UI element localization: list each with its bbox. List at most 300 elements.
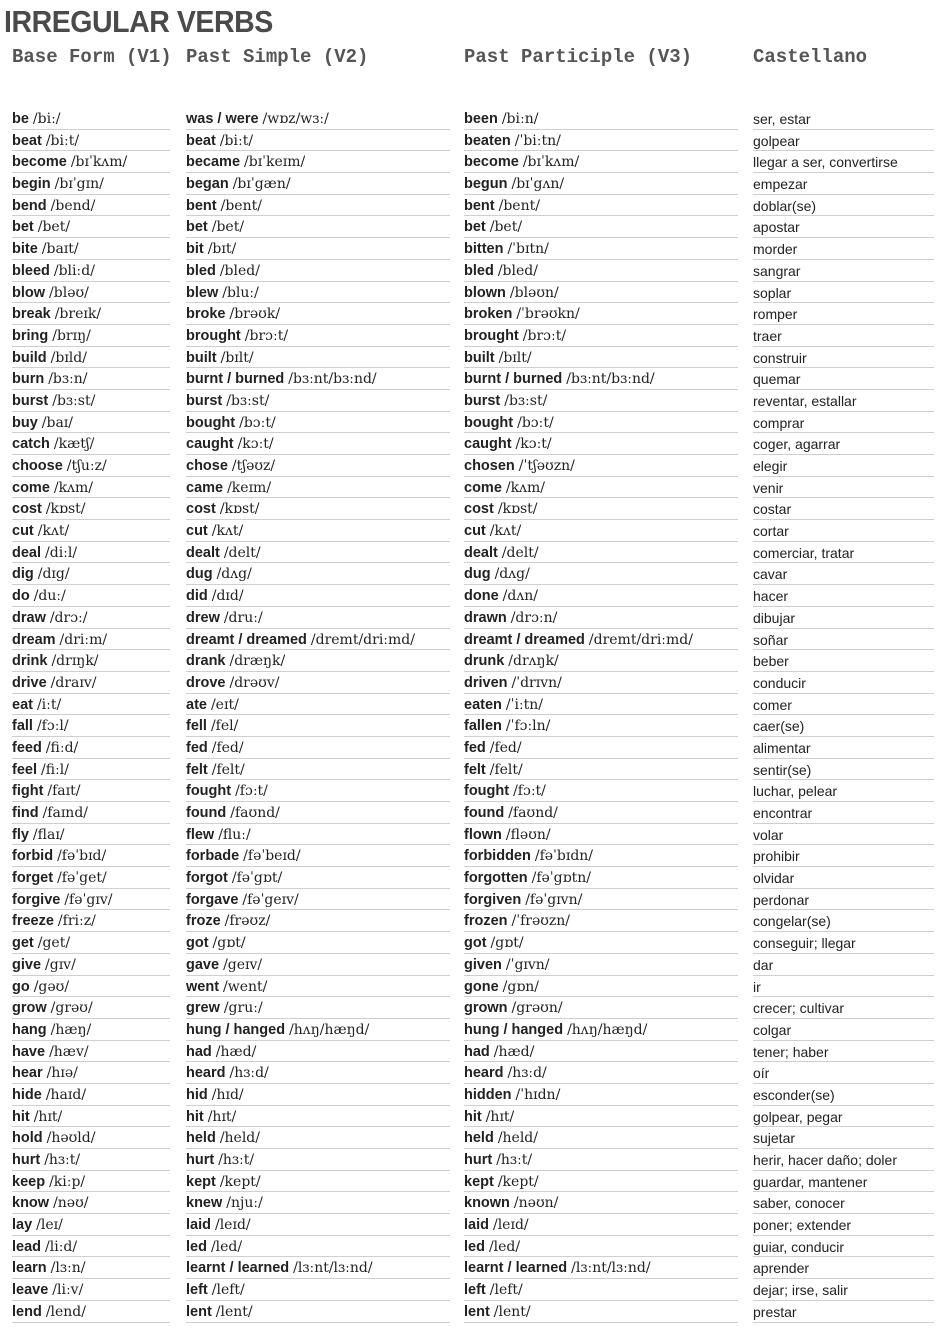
base-form-cell	[12, 303, 170, 325]
past-participle-cell	[464, 477, 738, 499]
past-simple-phonetic: /gɒt/	[212, 935, 246, 952]
castellano-translation: morder	[753, 241, 798, 258]
past-participle-cell	[464, 585, 738, 607]
base-form-phonetic: /kiːp/	[49, 1173, 86, 1190]
base-form-cell	[12, 1171, 170, 1193]
castellano-cell	[753, 151, 934, 173]
past-simple-phonetic: /leɪd/	[214, 1217, 251, 1234]
past-participle-word: grown	[464, 1000, 508, 1017]
castellano-translation: conducir	[753, 674, 806, 691]
past-simple-cell	[186, 976, 450, 998]
table-row	[0, 563, 940, 585]
past-participle-phonetic: /fəˈgɒtn/	[531, 870, 591, 887]
base-form-word: hit	[12, 1108, 30, 1125]
past-participle-phonetic: /fləʊn/	[505, 826, 551, 843]
past-simple-phonetic: /bɪˈgæn/	[232, 176, 291, 193]
past-simple-word: knew	[186, 1195, 223, 1212]
past-participle-phonetic: /kʌm/	[505, 479, 545, 496]
castellano-translation: encontrar	[753, 805, 813, 821]
base-form-word: beat	[12, 132, 42, 149]
past-simple-cell	[186, 542, 450, 564]
base-form-word: break	[12, 306, 51, 323]
past-simple-cell	[186, 737, 450, 759]
castellano-translation: apostar	[753, 219, 800, 236]
base-form-phonetic: /bɪˈgɪn/	[54, 176, 104, 193]
table-row	[0, 1192, 940, 1214]
base-form-phonetic: /lend/	[45, 1303, 86, 1320]
past-simple-word: forgave	[186, 891, 239, 908]
castellano-translation: romper	[753, 306, 798, 323]
past-simple-phonetic: /lent/	[215, 1303, 253, 1320]
past-simple-word: bled	[186, 262, 216, 279]
table-row	[0, 1062, 940, 1084]
base-form-word: eat	[12, 696, 33, 713]
base-form-phonetic: /leɪ/	[36, 1217, 63, 1234]
past-simple-cell	[186, 347, 450, 369]
past-participle-phonetic: /kʌt/	[489, 523, 522, 540]
castellano-translation: beber	[753, 653, 789, 670]
past-participle-cell	[464, 759, 738, 781]
past-simple-word: became	[186, 154, 241, 171]
past-participle-word: forgiven	[464, 891, 522, 908]
castellano-cell	[753, 303, 934, 325]
past-participle-phonetic: /fəˈgɪvn/	[525, 891, 583, 908]
table-row	[0, 607, 940, 629]
past-participle-cell	[464, 1279, 738, 1301]
past-simple-phonetic: /fɔːt/	[235, 783, 268, 800]
base-form-word: lay	[12, 1217, 33, 1234]
castellano-translation: perdonar	[753, 891, 810, 908]
castellano-translation: esconder(se)	[753, 1086, 835, 1103]
base-form-phonetic: /bɪld/	[50, 349, 87, 366]
castellano-translation: poner; extender	[753, 1217, 852, 1234]
castellano-translation: cavar	[753, 566, 788, 583]
past-participle-word: fought	[464, 783, 510, 800]
past-simple-phonetic: /fəˈgɒt/	[231, 870, 283, 887]
base-form-phonetic: /breɪk/	[54, 306, 102, 323]
past-participle-cell	[464, 1236, 738, 1258]
table-row	[0, 759, 940, 781]
past-simple-word: led	[186, 1238, 207, 1255]
past-participle-word: built	[464, 349, 495, 366]
base-form-phonetic: /driːm/	[59, 631, 108, 648]
base-form-word: leave	[12, 1282, 49, 1299]
past-simple-cell	[186, 368, 450, 390]
past-participle-phonetic: /bɜːst/	[504, 392, 548, 409]
table-row	[0, 390, 940, 412]
past-participle-cell	[464, 997, 738, 1019]
past-simple-phonetic: /druː/	[223, 609, 263, 626]
past-participle-cell	[464, 498, 738, 520]
past-simple-cell	[186, 1301, 450, 1323]
base-form-word: feel	[12, 761, 37, 778]
past-simple-phonetic: /biːt/	[219, 132, 254, 149]
table-row	[0, 954, 940, 976]
castellano-cell	[753, 390, 934, 412]
past-participle-cell	[464, 282, 738, 304]
past-simple-cell	[186, 498, 450, 520]
table-row	[0, 347, 940, 369]
base-form-word: hurt	[12, 1152, 41, 1168]
castellano-cell	[753, 759, 934, 781]
base-form-word: build	[12, 349, 47, 366]
past-participle-cell	[464, 368, 738, 390]
past-participle-word: lent	[464, 1303, 490, 1320]
castellano-cell	[753, 997, 934, 1019]
past-simple-cell	[186, 520, 450, 542]
past-simple-word: laid	[186, 1217, 211, 1234]
past-participle-phonetic: /ˈbrəʊkn/	[516, 306, 580, 323]
past-simple-cell	[186, 867, 450, 889]
castellano-cell	[753, 650, 934, 672]
base-form-word: hide	[12, 1086, 42, 1103]
castellano-cell	[753, 282, 934, 304]
past-participle-cell	[464, 108, 738, 130]
castellano-translation: quemar	[753, 371, 801, 388]
past-participle-word: heard	[464, 1065, 504, 1082]
past-simple-cell	[186, 889, 450, 911]
base-form-cell	[12, 347, 170, 369]
base-form-cell	[12, 130, 170, 152]
past-simple-word: drank	[186, 653, 226, 670]
past-participle-cell	[464, 325, 738, 347]
past-participle-word: flown	[464, 826, 502, 843]
past-simple-word: hid	[186, 1086, 208, 1103]
castellano-cell	[753, 607, 934, 629]
past-simple-word: dug	[186, 566, 213, 583]
table-row	[0, 910, 940, 932]
castellano-translation: construir	[753, 349, 807, 366]
base-form-word: drink	[12, 653, 48, 670]
past-simple-cell	[186, 650, 450, 672]
past-simple-phonetic: /keɪm/	[227, 479, 272, 496]
base-form-cell	[12, 910, 170, 932]
past-simple-phonetic: /brəʊk/	[229, 306, 281, 323]
past-participle-word: blown	[464, 284, 506, 301]
past-simple-phonetic: /dɪd/	[211, 588, 244, 605]
base-form-word: lead	[12, 1238, 42, 1255]
base-form-cell	[12, 1084, 170, 1106]
past-simple-cell	[186, 303, 450, 325]
castellano-translation: traer	[753, 327, 782, 344]
castellano-cell	[753, 715, 934, 737]
past-simple-word: did	[186, 588, 208, 605]
past-simple-phonetic: /bɔːt/	[239, 414, 276, 431]
castellano-translation: olvidar	[753, 870, 795, 887]
past-simple-word: burst	[186, 392, 223, 409]
past-simple-cell	[186, 694, 450, 716]
past-simple-cell	[186, 1236, 450, 1258]
past-participle-phonetic: /fəˈbɪdn/	[534, 848, 594, 865]
past-simple-cell	[186, 1214, 450, 1236]
past-participle-phonetic: /fed/	[489, 739, 522, 756]
past-simple-cell	[186, 173, 450, 195]
castellano-translation: coger, agarrar	[753, 436, 841, 453]
past-participle-word: dug	[464, 566, 491, 583]
castellano-cell	[753, 889, 934, 911]
castellano-cell	[753, 433, 934, 455]
past-simple-word: learnt / learned	[186, 1260, 290, 1277]
past-participle-phonetic: /dremt/driːmd/	[588, 631, 693, 648]
castellano-cell	[753, 802, 934, 824]
base-form-phonetic: /drɔː/	[49, 609, 88, 626]
table-row	[0, 520, 940, 542]
past-participle-phonetic: /ˈhɪdn/	[515, 1086, 561, 1103]
castellano-translation: golpear	[753, 132, 800, 149]
castellano-translation: saber, conocer	[753, 1195, 845, 1212]
table-row	[0, 1236, 940, 1258]
past-simple-word: hung / hanged	[186, 1021, 286, 1038]
table-row	[0, 824, 940, 846]
past-simple-phonetic: /delt/	[223, 544, 261, 561]
castellano-translation: reventar, estallar	[753, 392, 857, 409]
base-form-phonetic: /bliːd/	[53, 262, 95, 279]
castellano-cell	[753, 216, 934, 238]
past-participle-cell	[464, 1149, 738, 1171]
base-form-word: cut	[12, 523, 34, 540]
base-form-word: become	[12, 154, 67, 171]
past-participle-cell	[464, 1084, 738, 1106]
past-simple-cell	[186, 759, 450, 781]
base-form-phonetic: /bet/	[37, 219, 71, 236]
past-simple-cell	[186, 216, 450, 238]
castellano-cell	[753, 954, 934, 976]
past-simple-word: flew	[186, 826, 215, 843]
past-simple-cell	[186, 455, 450, 477]
past-participle-word: found	[464, 805, 505, 821]
castellano-translation: dibujar	[753, 609, 796, 626]
past-simple-phonetic: /lɜːnt/lɜːnd/	[293, 1260, 373, 1277]
past-participle-word: felt	[464, 761, 486, 778]
past-participle-word: become	[464, 154, 519, 171]
table-row	[0, 260, 940, 282]
castellano-translation: hacer	[753, 588, 789, 605]
past-simple-phonetic: /geɪv/	[223, 956, 263, 973]
base-form-word: keep	[12, 1173, 46, 1190]
table-row	[0, 1301, 940, 1323]
past-participle-word: given	[464, 956, 502, 973]
past-participle-phonetic: /faʊnd/	[508, 805, 558, 821]
past-participle-word: drunk	[464, 653, 505, 670]
past-simple-phonetic: /bet/	[211, 219, 245, 236]
castellano-translation: volar	[753, 826, 784, 843]
past-simple-cell	[186, 585, 450, 607]
past-simple-phonetic: /hɪt/	[207, 1108, 237, 1125]
past-simple-cell	[186, 607, 450, 629]
past-participle-word: driven	[464, 674, 508, 691]
base-form-word: freeze	[12, 913, 54, 930]
table-row	[0, 715, 940, 737]
past-simple-cell	[186, 282, 450, 304]
past-simple-word: broke	[186, 306, 226, 323]
base-form-phonetic: /bɜːst/	[52, 392, 96, 409]
past-participle-cell	[464, 1019, 738, 1041]
past-simple-phonetic: /bɜːst/	[226, 392, 270, 409]
past-participle-cell	[464, 520, 738, 542]
past-participle-phonetic: /ˈiːtn/	[505, 696, 544, 713]
past-participle-cell	[464, 1171, 738, 1193]
table-row	[0, 130, 940, 152]
past-participle-phonetic: /felt/	[489, 761, 523, 778]
castellano-cell	[753, 1019, 934, 1041]
past-simple-cell	[186, 412, 450, 434]
base-form-phonetic: /liːd/	[45, 1238, 78, 1255]
base-form-phonetic: /get/	[37, 935, 71, 952]
base-form-cell	[12, 650, 170, 672]
past-simple-cell	[186, 1019, 450, 1041]
past-participle-phonetic: /hɜːt/	[496, 1152, 533, 1168]
past-participle-word: forbidden	[464, 848, 531, 865]
table-row	[0, 195, 940, 217]
past-participle-cell	[464, 629, 738, 651]
past-participle-word: hidden	[464, 1086, 512, 1103]
past-simple-phonetic: /kɒst/	[219, 501, 260, 518]
castellano-translation: congelar(se)	[753, 913, 831, 930]
past-participle-word: dreamt / dreamed	[464, 631, 585, 648]
table-row	[0, 477, 940, 499]
past-participle-phonetic: /held/	[497, 1130, 538, 1147]
castellano-translation: colgar	[753, 1021, 792, 1038]
castellano-translation: empezar	[753, 176, 808, 193]
base-form-word: learn	[12, 1260, 47, 1277]
past-participle-phonetic: /bɪˈgʌn/	[511, 176, 565, 193]
past-participle-phonetic: /bɜːnt/bɜːnd/	[566, 371, 655, 388]
past-participle-cell	[464, 347, 738, 369]
past-simple-word: forgot	[186, 870, 228, 887]
past-participle-word: learnt / learned	[464, 1260, 568, 1277]
past-simple-phonetic: /bled/	[219, 262, 260, 279]
base-form-word: burst	[12, 392, 49, 409]
base-form-cell	[12, 433, 170, 455]
past-participle-cell	[464, 802, 738, 824]
past-simple-word: drew	[186, 609, 220, 626]
castellano-translation: comprar	[753, 414, 805, 431]
past-participle-word: known	[464, 1195, 510, 1212]
castellano-translation: alimentar	[753, 739, 811, 756]
base-form-cell	[12, 1106, 170, 1128]
past-simple-word: drove	[186, 674, 226, 691]
castellano-cell	[753, 542, 934, 564]
table-row	[0, 1279, 940, 1301]
past-simple-word: bent	[186, 197, 217, 214]
table-row	[0, 889, 940, 911]
past-simple-word: chose	[186, 458, 228, 474]
table-row	[0, 1214, 940, 1236]
past-simple-word: grew	[186, 1000, 220, 1017]
table-row	[0, 780, 940, 802]
past-simple-word: heard	[186, 1065, 226, 1082]
base-form-cell	[12, 845, 170, 867]
castellano-translation: prestar	[753, 1303, 797, 1320]
past-simple-cell	[186, 802, 450, 824]
base-form-cell	[12, 173, 170, 195]
base-form-phonetic: /duː/	[33, 588, 66, 605]
past-simple-phonetic: /eɪt/	[210, 696, 239, 713]
castellano-cell	[753, 629, 934, 651]
table-row	[0, 433, 940, 455]
castellano-cell	[753, 1192, 934, 1214]
base-form-cell	[12, 672, 170, 694]
base-form-phonetic: /flaɪ/	[32, 826, 65, 843]
castellano-translation: doblar(se)	[753, 197, 817, 214]
base-form-cell	[12, 325, 170, 347]
past-simple-word: beat	[186, 132, 216, 149]
past-participle-cell	[464, 1062, 738, 1084]
base-form-cell	[12, 997, 170, 1019]
past-simple-phonetic: /fed/	[211, 739, 244, 756]
castellano-cell	[753, 1106, 934, 1128]
page-title: IRREGULAR VERBS	[4, 4, 273, 39]
past-participle-word: hit	[464, 1108, 482, 1125]
past-simple-phonetic: /dʌg/	[216, 566, 252, 583]
base-form-phonetic: /bɪˈkʌm/	[70, 154, 128, 171]
verb-table	[0, 108, 940, 1323]
table-row	[0, 303, 940, 325]
base-form-phonetic: /tʃuːz/	[66, 458, 107, 474]
castellano-cell	[753, 563, 934, 585]
castellano-translation: sentir(se)	[753, 761, 812, 778]
castellano-translation: sujetar	[753, 1130, 796, 1147]
base-form-cell	[12, 867, 170, 889]
castellano-translation: conseguir; llegar	[753, 935, 856, 952]
castellano-cell	[753, 1127, 934, 1149]
past-participle-phonetic: /ˈfrəʊzn/	[511, 913, 571, 930]
past-simple-word: froze	[186, 913, 221, 930]
castellano-cell	[753, 1149, 934, 1171]
past-simple-cell	[186, 845, 450, 867]
past-simple-cell	[186, 325, 450, 347]
past-simple-phonetic: /hɪd/	[211, 1086, 244, 1103]
table-row	[0, 238, 940, 260]
base-form-word: fall	[12, 718, 33, 735]
table-row	[0, 455, 940, 477]
base-form-cell	[12, 238, 170, 260]
past-simple-phonetic: /drəʊv/	[229, 674, 280, 691]
past-simple-word: burnt / burned	[186, 371, 285, 388]
castellano-translation: ir	[753, 978, 761, 995]
base-form-word: begin	[12, 176, 51, 193]
past-simple-word: held	[186, 1130, 216, 1147]
past-simple-phonetic: /hæd/	[215, 1043, 257, 1060]
past-participle-word: fallen	[464, 718, 502, 735]
castellano-translation: crecer; cultivar	[753, 1000, 845, 1017]
castellano-cell	[753, 976, 934, 998]
past-participle-phonetic: /hɜːd/	[507, 1065, 547, 1082]
base-form-word: bet	[12, 219, 34, 236]
past-participle-phonetic: /bɪˈkʌm/	[522, 154, 580, 171]
castellano-translation: venir	[753, 479, 784, 496]
base-form-phonetic: /brɪŋ/	[52, 327, 91, 344]
base-form-word: dig	[12, 566, 34, 583]
past-simple-cell	[186, 715, 450, 737]
base-form-cell	[12, 802, 170, 824]
past-participle-cell	[464, 151, 738, 173]
past-simple-word: cut	[186, 523, 208, 540]
base-form-cell	[12, 1149, 170, 1171]
past-participle-phonetic: /ˈtʃəʊzn/	[518, 458, 575, 474]
base-form-cell	[12, 1019, 170, 1041]
past-simple-word: came	[186, 479, 224, 496]
past-simple-cell	[186, 954, 450, 976]
past-simple-word: fought	[186, 783, 232, 800]
past-participle-word: chosen	[464, 458, 515, 474]
past-simple-phonetic: /left/	[211, 1282, 245, 1299]
castellano-cell	[753, 368, 934, 390]
base-form-word: choose	[12, 458, 63, 474]
past-simple-cell	[186, 1062, 450, 1084]
castellano-translation: herir, hacer daño; doler	[753, 1152, 897, 1168]
castellano-cell	[753, 520, 934, 542]
